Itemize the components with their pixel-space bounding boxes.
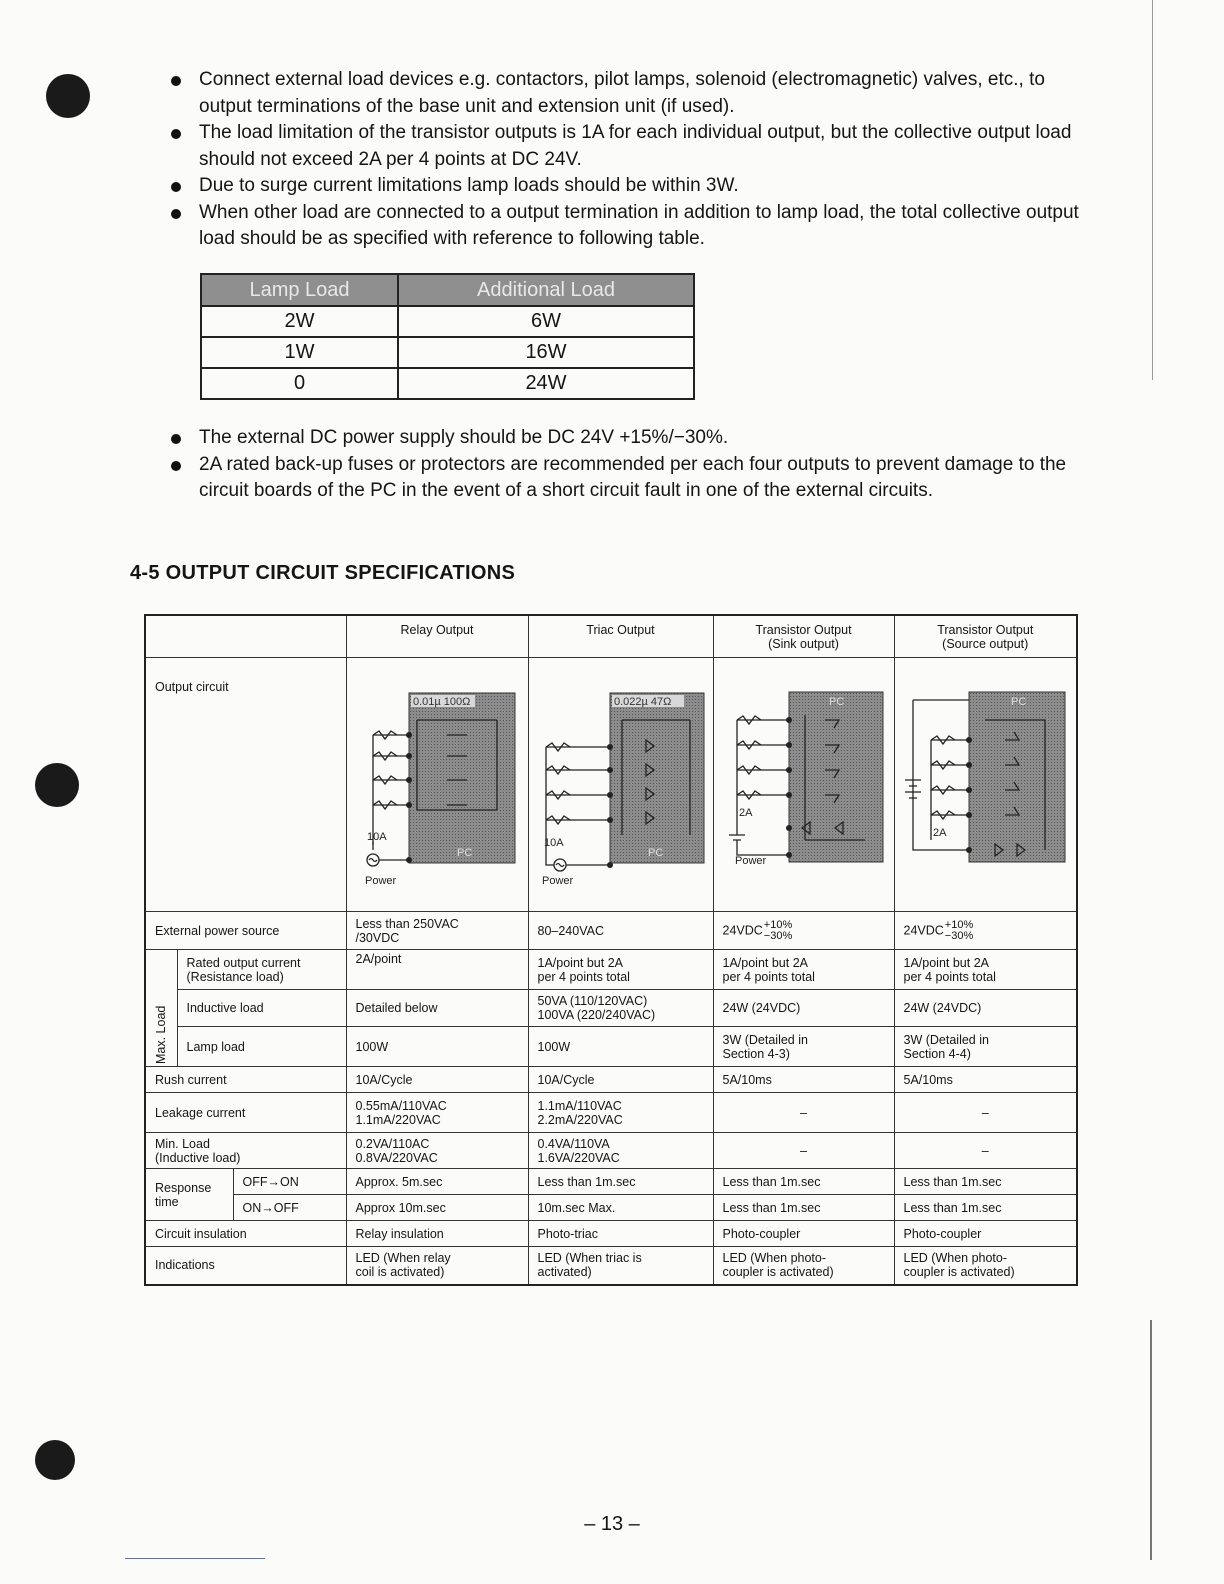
page-number: – 13 – [584, 1513, 640, 1535]
bullet-dot [171, 76, 181, 86]
tolerance [945, 920, 973, 942]
cell-source: – [894, 1133, 1077, 1169]
cell-triac: Photo-triac [528, 1221, 713, 1247]
cell-relay: 10A/Cycle [346, 1067, 528, 1093]
table-row [201, 337, 694, 368]
bullet-dot [171, 182, 181, 192]
cell-source: Less than 1m.sec [894, 1195, 1077, 1221]
cell-triac: LED (When triac is activated) [528, 1247, 713, 1285]
relay-pc-label: PC [457, 846, 473, 859]
voltage-base: 24VDC [903, 922, 944, 937]
cell-relay: 100W [346, 1027, 528, 1067]
bullet-text: Due to surge current limitations lamp loads should be within 3W. [199, 175, 739, 196]
table-header-row [201, 274, 694, 306]
scan-edge-line [1152, 0, 1153, 380]
bullet-dot [171, 129, 181, 139]
cell-triac: 50VA (110/120VAC) 100VA (220/240VAC) [528, 990, 713, 1027]
sink-circuit-cell [713, 658, 894, 912]
table-cell: 6W [398, 306, 694, 337]
row-label: Circuit insulation [145, 1221, 346, 1247]
spec-row-rated-current [145, 950, 1077, 990]
header-relay-output: Relay Output [346, 615, 528, 658]
output-circuit-label: Output circuit [145, 658, 346, 912]
relay-fuse-label: 10A [367, 830, 387, 843]
cell-triac: 1A/point but 2A per 4 points total [528, 950, 713, 990]
source-fuse-label: 2A [933, 826, 947, 839]
table-cell: 1W [201, 337, 398, 368]
tolerance-minus: −30% [763, 929, 793, 942]
cell-sink: 24W (24VDC) [713, 990, 894, 1027]
cell-sink: 5A/10ms [713, 1067, 894, 1093]
cell-sink: Photo-coupler [713, 1221, 894, 1247]
sink-pc-label: PC [828, 695, 844, 708]
relay-output-circuit-diagram [347, 660, 527, 910]
bullet-item [170, 452, 1085, 505]
table-cell: 2W [201, 306, 398, 337]
bullet-list-bottom [170, 425, 1085, 505]
table-cell: 0 [201, 368, 398, 399]
bullet-text: The external DC power supply should be DC 24V +15%/−30%. [199, 427, 729, 448]
cell-relay: Detailed below [346, 990, 528, 1027]
cell-sink: 1A/point but 2A per 4 points total [713, 950, 894, 990]
cell-source: Less than 1m.sec [894, 1169, 1077, 1195]
table-cell: 16W [398, 337, 694, 368]
bullet-dot [171, 461, 181, 471]
row-label: Lamp load [177, 1027, 346, 1067]
sink-output-circuit-diagram [715, 660, 893, 910]
source-circuit-cell [894, 658, 1077, 912]
bullet-dot [171, 209, 181, 219]
header-triac-output: Triac Output [528, 615, 713, 658]
header-transistor-sink: Transistor Output (Sink output) [713, 615, 894, 658]
spec-row-inductive-load [145, 990, 1077, 1027]
bullet-dot [171, 434, 181, 444]
bullet-list-top [170, 67, 1085, 253]
cell-triac: 10A/Cycle [528, 1067, 713, 1093]
relay-circuit-cell [346, 658, 528, 912]
bullet-item [170, 120, 1085, 173]
triac-pc-label: PC [647, 846, 663, 859]
spec-row-rush-current [145, 1067, 1077, 1093]
spec-row-leakage-current [145, 1093, 1077, 1133]
relay-rc-label: 0.01µ 100Ω [413, 695, 471, 708]
sink-power-label: Power [734, 854, 766, 867]
sub-label-on-off: ON→OFF [233, 1195, 346, 1221]
scan-bottom-line [125, 1558, 265, 1559]
cell-source: LED (When photo- coupler is activated) [894, 1247, 1077, 1285]
header-transistor-source: Transistor Output (Source output) [894, 615, 1077, 658]
row-label: Inductive load [177, 990, 346, 1027]
spec-row-lamp-load [145, 1027, 1077, 1067]
row-label: Rated output current (Resistance load) [177, 950, 346, 990]
lamp-load-table [200, 273, 695, 400]
bullet-item [170, 200, 1085, 253]
cell-triac: 10m.sec Max. [528, 1195, 713, 1221]
row-label: External power source [145, 912, 346, 950]
cell-source: Photo-coupler [894, 1221, 1077, 1247]
row-label: Min. Load (Inductive load) [145, 1133, 346, 1169]
cell-relay: Approx. 5m.sec [346, 1169, 528, 1195]
output-spec-table [144, 614, 1078, 1286]
cell-source: 1A/point but 2A per 4 points total [894, 950, 1077, 990]
triac-output-circuit-diagram [530, 660, 712, 910]
spec-row-external-power [145, 912, 1077, 950]
cell-relay: Relay insulation [346, 1221, 528, 1247]
table-cell: 24W [398, 368, 694, 399]
triac-circuit-cell [528, 658, 713, 912]
bullet-item [170, 425, 1085, 452]
row-label: Response time [145, 1169, 233, 1221]
cell-sink: Less than 1m.sec [713, 1169, 894, 1195]
bullet-text: The load limitation of the transistor outputs is 1A for each individual output, but the collective output load should not exceed 2A per 4 points at DC 24V. [199, 122, 1072, 170]
header-blank [145, 615, 346, 658]
cell-triac: 80–240VAC [528, 912, 713, 950]
row-label: Leakage current [145, 1093, 346, 1133]
cell-relay: 2A/point [346, 950, 528, 990]
cell-source: – [894, 1093, 1077, 1133]
spec-row-indications [145, 1247, 1077, 1285]
spec-row-min-load [145, 1133, 1077, 1169]
cell-triac: 1.1mA/110VAC 2.2mA/220VAC [528, 1093, 713, 1133]
punch-hole-bottom [35, 1440, 75, 1480]
output-circuit-row [145, 658, 1077, 912]
sub-label-off-on: OFF→ON [233, 1169, 346, 1195]
cell-relay: Less than 250VAC /30VDC [346, 912, 528, 950]
table-row [201, 306, 694, 337]
cell-relay: 0.55mA/110VAC 1.1mA/220VAC [346, 1093, 528, 1133]
bullet-text: When other load are connected to a output termination in addition to lamp load, the total collective output load should be as specified with reference to following table. [199, 201, 1079, 249]
cell-relay: Approx 10m.sec [346, 1195, 528, 1221]
tolerance-minus: −30% [944, 929, 974, 942]
tolerance-plus: +10% [944, 918, 974, 931]
triac-rc-label: 0.022µ 47Ω [613, 695, 671, 708]
cell-source: 24W (24VDC) [894, 990, 1077, 1027]
tolerance [764, 920, 792, 942]
triac-power-label: Power [541, 874, 573, 887]
cell-triac: 100W [528, 1027, 713, 1067]
sink-fuse-label: 2A [738, 806, 752, 819]
cell-sink: LED (When photo- coupler is activated) [713, 1247, 894, 1285]
cell-sink: – [713, 1093, 894, 1133]
cell-sink: Less than 1m.sec [713, 1195, 894, 1221]
table-row [201, 368, 694, 399]
cell-source [894, 912, 1077, 950]
tolerance-plus: +10% [763, 918, 793, 931]
cell-source: 3W (Detailed in Section 4-4) [894, 1027, 1077, 1067]
bullet-text: Connect external load devices e.g. contactors, pilot lamps, solenoid (electromagnetic) valves, etc., to output terminations of the base unit and extension unit (if used). [199, 69, 1045, 117]
header-additional-load: Additional Load [398, 274, 694, 306]
cell-triac: Less than 1m.sec [528, 1169, 713, 1195]
cell-triac: 0.4VA/110VA 1.6VA/220VAC [528, 1133, 713, 1169]
spec-header-row [145, 615, 1077, 658]
header-lamp-load: Lamp Load [201, 274, 398, 306]
cell-relay: LED (When relay coil is activated) [346, 1247, 528, 1285]
source-output-circuit-diagram [895, 660, 1075, 910]
bullet-item [170, 67, 1085, 120]
punch-hole-middle [35, 763, 79, 807]
row-label: Indications [145, 1247, 346, 1285]
triac-fuse-label: 10A [543, 836, 564, 849]
cell-sink: 3W (Detailed in Section 4-3) [713, 1027, 894, 1067]
cell-sink: – [713, 1133, 894, 1169]
cell-source: 5A/10ms [894, 1067, 1077, 1093]
spec-row-response-off-on [145, 1169, 1077, 1195]
punch-hole-top [46, 74, 90, 118]
row-label: Rush current [145, 1067, 346, 1093]
max-load-label: Max. Load [145, 950, 177, 1067]
section-heading: 4-5 OUTPUT CIRCUIT SPECIFICATIONS [130, 562, 516, 584]
spec-row-circuit-insulation [145, 1221, 1077, 1247]
cell-relay: 0.2VA/110AC 0.8VA/220VAC [346, 1133, 528, 1169]
bullet-item [170, 173, 1085, 200]
cell-sink [713, 912, 894, 950]
voltage-base: 24VDC [722, 922, 763, 937]
bullet-text: 2A rated back-up fuses or protectors are recommended per each four outputs to prevent damage to the circuit boards of the PC in the event of a short circuit fault in one of the external circuits. [199, 453, 1067, 501]
relay-power-label: Power [365, 874, 397, 887]
spec-row-response-on-off [145, 1195, 1077, 1221]
source-pc-label: PC [1011, 695, 1027, 708]
